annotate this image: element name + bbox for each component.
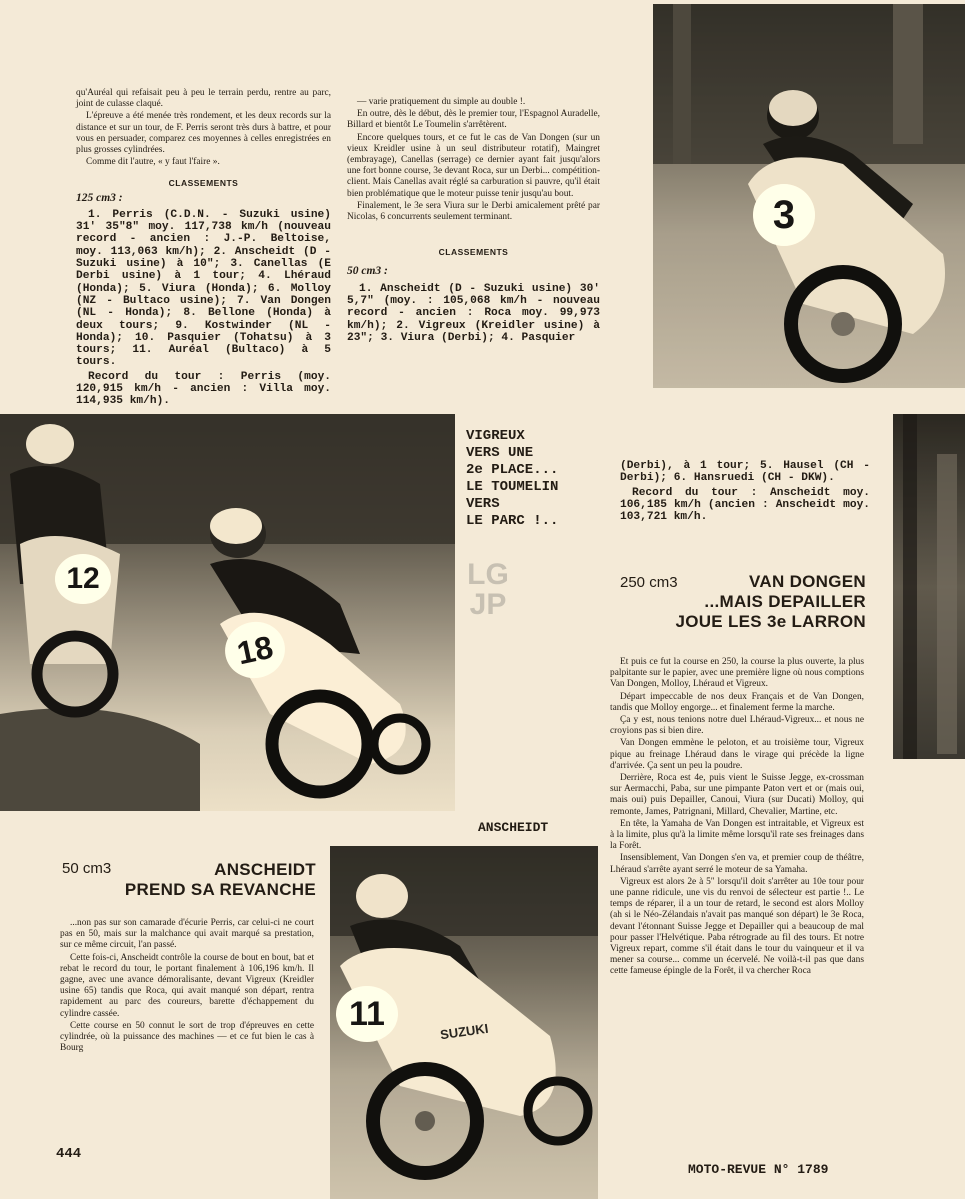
watermark-line: LG xyxy=(467,558,509,591)
paragraph: Comme dit l'autre, « y faut l'faire ». xyxy=(86,157,220,168)
category-label-125: 125 cm3 : xyxy=(76,191,123,204)
paragraph: En tête, la Yamaha de Van Dongen est intraitable, et Vigreux est à la limite, plus qu'à la limite même lorsqu'il rate ses freinages dans la Forêt. xyxy=(610,818,864,852)
column-250cc-article xyxy=(610,657,864,979)
lap-record-text: Record du tour : Perris (moy. 120,915 km/h - ancien : Villa moy. 114,935 km/h). xyxy=(76,370,331,408)
photo-right-strip-graphic xyxy=(893,414,965,759)
photo-right-strip xyxy=(893,414,965,759)
teaser-line: VERS UNE xyxy=(466,445,534,461)
number-plate-3: 3 xyxy=(753,184,815,246)
paragraph: ...non pas sur son camarade d'écurie Perris, car celui-ci ne court pas en 50, mais sur la malchance qui avait marqué sa prestation, sur ce même circuit, l'an passé. xyxy=(60,918,314,951)
magazine-footer: MOTO-REVUE N° 1789 xyxy=(688,1162,829,1177)
results-text: (Derbi), à 1 tour; 5. Hausel (CH - Derbi); 6. Hansruedi (CH - DKW). xyxy=(620,460,870,485)
headline-line: PREND SA REVANCHE xyxy=(124,880,316,899)
category-250: 250 cm3 xyxy=(620,574,678,591)
paragraph: Cette fois-ci, Anscheidt contrôle la course de bout en bout, bat et rebat le record du tour, le portant finalement à 106,196 km/h. Il gagne, avec une avance démoralisante, devant Vigreux (Kreidler usine 65) tandis que Roca, qui avait manqué son départ, rentra rapidement au parc des coureurs, barette d'échappement du cylindre cassée. xyxy=(60,952,314,1019)
headline-50 xyxy=(110,860,316,900)
paragraph: Encore quelques tours, et ce fut le cas de Van Dongen (sur un vieux Kreidler usine à un seul distributeur rotatif), Maingret (embrayage), Canellas (serrage) ce dernier ayant fait jusqu'alors une fort bonne course, 3e devant Roca, sur un Derbi... compétition-client. Mais Canellas avait réglé sa carburation si pauvre, qu'il était bien problématique que le moteur puisse tenir jusqu'au bout. xyxy=(347,132,600,199)
column-125cc-report xyxy=(76,88,331,408)
photo-rider-3 xyxy=(653,4,965,388)
teaser-line: VIGREUX xyxy=(466,428,525,444)
photo-anscheidt-11 xyxy=(330,846,598,1199)
category-50: 50 cm3 xyxy=(62,860,112,877)
classements-heading: CLASSEMENTS xyxy=(168,178,239,189)
suzuki-tank-lettering: SUZUKI xyxy=(439,1020,490,1043)
paragraph: Départ impeccable de nos deux Français et de Van Dongen, tandis que Molloy engorge... et finalement ferme la marche. xyxy=(610,691,864,713)
paragraph: Finalement, le 3e sera Viura sur le Derbi amicalement prêté par Nicolas, 6 concurrents seulement terminant. xyxy=(347,200,600,223)
results-125cc xyxy=(76,209,331,408)
results-text: 1. Anscheidt (D - Suzuki usine) 30' 5,7" (moy. : 105,068 km/h - nouveau record - ancien : Roca moy. 99,973 km/h); 2. Vigreux (Kreidler usine) à 23"; 3. Viura (Derbi); 4. Pasquier xyxy=(347,282,600,344)
column-50cc-report xyxy=(347,97,600,344)
paragraph: Ça y est, nous tenions notre duel Lhéraud-Vigreux... et nous ne croyions pas si bien dire. xyxy=(610,715,864,737)
results-50cc-continued xyxy=(620,460,870,523)
teaser-line: 2e PLACE... xyxy=(466,462,559,478)
category-label-50: 50 cm3 : xyxy=(347,265,388,278)
headline-line: JOUE LES 3e LARRON xyxy=(675,612,866,631)
results-50cc xyxy=(347,283,600,344)
paragraph: qu'Auréal qui refaisait peu à peu le terrain perdu, rentre au parc, joint de culasse claqué. xyxy=(76,88,331,110)
paragraph: Van Dongen emmène le peloton, et au troisième tour, Vigreux pique au freinage Lhéraud dans le virage qui précède la ligne d'arrivée. Ça sent un peu la poudre. xyxy=(610,738,864,771)
paragraph: En outre, dès le début, dès le premier tour, l'Espagnol Auradelle, Billard et bientôt Le Toumelin s'arrêtèrent. xyxy=(347,109,600,131)
headline-line: ANSCHEIDT xyxy=(214,860,316,879)
paragraph: Et puis ce fut la course en 250, la course la plus ouverte, la plus palpitante sur le papier, avec une première ligne où nous comptions Van Dongen, Molloy, Lhéraud et Vigreux. xyxy=(610,657,864,690)
number-plate-18: 18 xyxy=(220,616,290,683)
photo-caption-anscheidt: ANSCHEIDT xyxy=(478,820,549,835)
headline-line: VAN DONGEN xyxy=(749,572,866,591)
paragraph: — varie pratiquement du simple au double !. xyxy=(357,97,526,107)
teaser-line: LE TOUMELIN xyxy=(466,479,559,495)
headline-line: ...MAIS DEPAILLER xyxy=(704,592,866,611)
classements-heading: CLASSEMENTS xyxy=(438,247,509,258)
photo-riders-12-18 xyxy=(0,414,455,811)
paragraph: L'épreuve a été menée très rondement, et les deux records sur la distance et sur un tour, de F. Perris seront très durs à battre, et pour vous en persuader, comparez ces moyennes à celles enregistrées en plus grosses cylindrées. xyxy=(76,111,331,156)
teaser-headline xyxy=(466,428,606,530)
headline-250 xyxy=(660,572,866,632)
paragraph: Cette course en 50 connut le sort de trop d'épreuves en cette cylindrée, où la puissance des machines — et ce fut bien le cas à Bourg xyxy=(60,1020,314,1054)
paragraph: Insensiblement, Van Dongen s'en va, et premier coup de théâtre, Lhéraud s'arrête ayant serré le moteur de sa Yamaha. xyxy=(610,853,864,875)
teaser-line: VERS xyxy=(466,496,500,512)
column-50cc-article xyxy=(60,918,314,1055)
results-text: 1. Perris (C.D.N. - Suzuki usine) 31' 35"8" moy. 117,738 km/h (nouveau record - ancien : J.-P. Beltoise, moy. 113,063 km/h); 2. Anscheidt (D - Suzuki usine) à 10"; 3. Canellas (E Derbi usine) à 1 tour; 4. Lhéraud (Honda); 5. Viura (Honda); 6. Molloy (NZ - Bultaco usine); 7. Van Dongen (NL - Honda); 8. Bellone (Honda) à deux tours; 9. Kostwinder (NL - Honda); 10. Pasquier (Tohatsu) à 3 tours; 11. Auréal (Bultaco) à 5 tours. xyxy=(76,208,331,369)
paragraph: Vigreux est alors 2e à 5" lorsqu'il doit s'arrêter au 10e tour pour une panne ridicule, une vis du renvoi de sélecteur est partie !.. Le temps de réparer, il a un tour de retard, le second est alors Molloy (ah si le Néo-Zélandais n'avait pas manqué son départ) le 3e Roca, devant l'étonnant Suisse Jegge et Depailler qui a beaucoup de mal pour passer l'Helvétique. Paba rétrograde au fil des tours. Et notre Vigreux repart, comme s'il était dans le tour du vainqueur et il va mener sa course... comme un écervelé. Ne voilà-t-il pas que dans cette fameuse épingle de la Forêt, il va chercher Roca xyxy=(610,876,864,977)
watermark-logo xyxy=(438,560,538,640)
photo-riders-12-18-graphic xyxy=(0,414,455,811)
paragraph: Derrière, Roca est 4e, puis vient le Suisse Jegge, ex-crossman sur Aermacchi, Paba, sur une pimpante Paton vert et or (mais oui, mais oui) puis Depailler, Canoui, Viura (sur Ducati) Molloy, qui remonte, James, Patrignani, Millard, Chevalier, Martine, etc. xyxy=(610,773,864,817)
watermark-line: JP xyxy=(469,588,507,621)
page-number: 444 xyxy=(56,1146,82,1162)
teaser-line: LE PARC !.. xyxy=(466,513,559,529)
lap-record-text: Record du tour : Anscheidt moy. 106,185 km/h (ancien : Anscheidt moy. 103,721 km/h. xyxy=(620,486,870,524)
number-plate-11: 11 xyxy=(336,986,398,1042)
number-plate-12: 12 xyxy=(55,554,111,604)
